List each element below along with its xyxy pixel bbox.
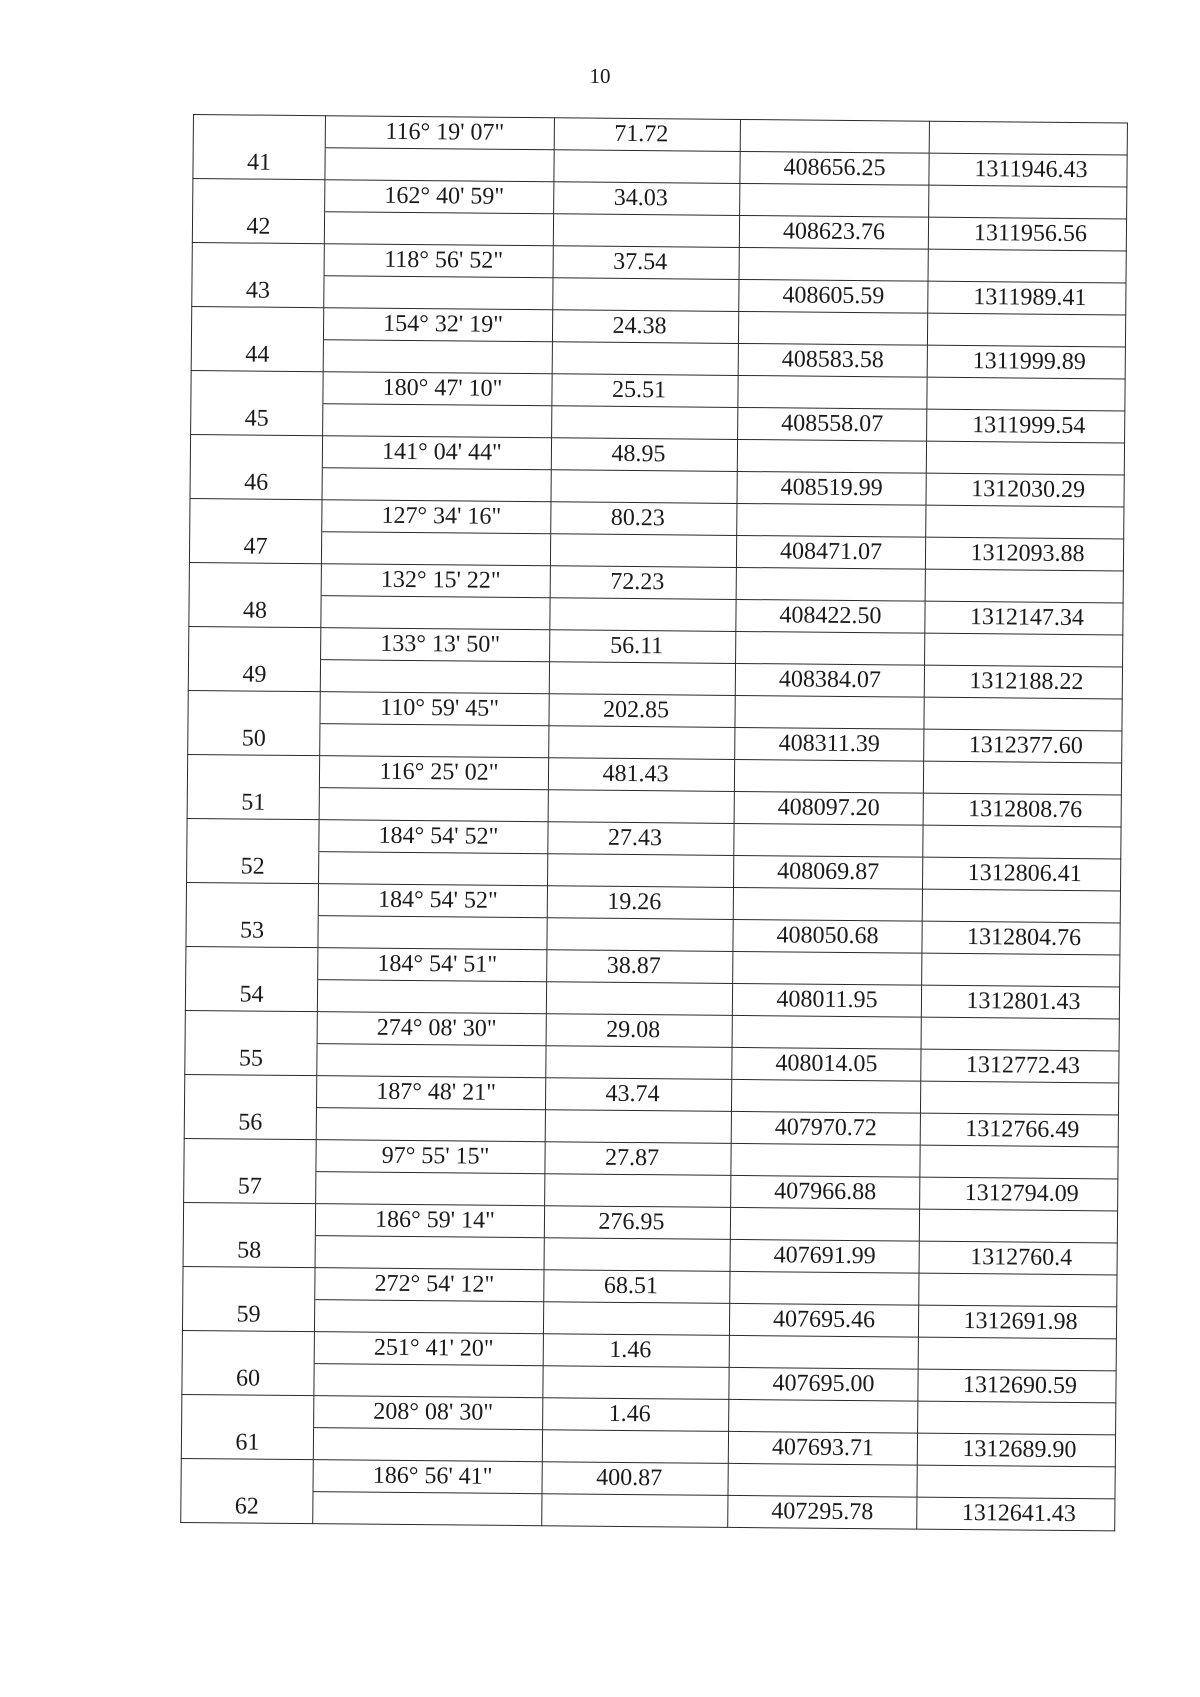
distance-cell: 27.87: [545, 1142, 731, 1176]
easting-cell: 408583.58: [738, 343, 927, 377]
northing-cell: [920, 1145, 1118, 1179]
page-number: 10: [589, 64, 611, 88]
point-number-cell: 53: [186, 914, 318, 947]
bearing-cell: [319, 852, 548, 886]
easting-cell: [739, 247, 928, 281]
bearing-cell: 127° 34' 16": [322, 500, 551, 534]
bearing-cell: 274° 08' 30": [317, 1012, 546, 1046]
distance-cell: 29.08: [546, 1014, 732, 1048]
easting-cell: 407970.72: [731, 1111, 920, 1145]
easting-cell: 408519.99: [737, 471, 926, 505]
distance-cell: 27.43: [548, 822, 734, 856]
northing-cell: [925, 569, 1123, 603]
easting-cell: 407966.88: [731, 1175, 920, 1209]
bearing-cell: [315, 1236, 544, 1270]
distance-cell: 276.95: [544, 1206, 730, 1240]
northing-cell: [927, 313, 1125, 347]
easting-cell: 408384.07: [735, 663, 924, 697]
point-number-cell: [190, 498, 322, 531]
distance-cell: 25.51: [552, 374, 738, 408]
northing-cell: 1312794.09: [920, 1177, 1118, 1211]
bearing-cell: 97° 55' 15": [316, 1140, 545, 1174]
distance-cell: 71.72: [554, 118, 740, 152]
point-number-cell: 58: [183, 1234, 315, 1267]
distance-cell: [552, 406, 738, 440]
easting-cell: 408605.59: [739, 279, 928, 313]
easting-cell: 408656.25: [740, 151, 929, 185]
point-number-cell: [183, 1266, 315, 1299]
distance-cell: [543, 1302, 729, 1336]
distance-cell: 400.87: [542, 1462, 728, 1496]
easting-cell: 408623.76: [739, 215, 928, 249]
bearing-cell: [316, 1172, 545, 1206]
point-number-cell: [181, 1458, 313, 1491]
easting-cell: [740, 183, 929, 217]
northing-cell: [924, 697, 1122, 731]
distance-cell: 19.26: [547, 886, 733, 920]
point-number-cell: [190, 434, 322, 467]
bearing-cell: 180° 47' 10": [323, 372, 552, 406]
northing-cell: [922, 953, 1120, 987]
distance-cell: [546, 1046, 732, 1080]
point-number-cell: 57: [184, 1170, 316, 1203]
easting-cell: 408050.68: [733, 919, 922, 953]
easting-cell: [740, 119, 929, 153]
distance-cell: 1.46: [543, 1334, 729, 1368]
point-number-cell: [184, 1074, 316, 1107]
northing-cell: [927, 377, 1125, 411]
bearing-cell: 184° 54' 51": [318, 948, 547, 982]
distance-cell: [547, 918, 733, 952]
distance-cell: 38.87: [547, 950, 733, 984]
point-number-cell: [191, 306, 323, 339]
easting-cell: [734, 759, 923, 793]
bearing-cell: [317, 1044, 546, 1078]
northing-cell: [929, 185, 1127, 219]
bearing-cell: [317, 980, 546, 1014]
northing-cell: [928, 249, 1126, 283]
northing-cell: 1312093.88: [925, 537, 1123, 571]
bearing-cell: [323, 404, 552, 438]
easting-cell: [729, 1335, 918, 1369]
northing-cell: 1311989.41: [928, 281, 1126, 315]
easting-cell: 408422.50: [736, 599, 925, 633]
easting-cell: [737, 503, 926, 537]
point-number-cell: 56: [184, 1106, 316, 1139]
northing-cell: 1311946.43: [929, 153, 1127, 187]
distance-cell: 202.85: [549, 694, 735, 728]
point-number-cell: 44: [191, 338, 323, 371]
distance-cell: [542, 1430, 728, 1464]
point-number-cell: 55: [185, 1042, 317, 1075]
point-number-cell: 45: [191, 402, 323, 435]
bearing-cell: 186° 59' 14": [315, 1204, 544, 1238]
bearing-cell: 162° 40' 59": [325, 180, 554, 214]
point-number-cell: [188, 690, 320, 723]
point-number-cell: [182, 1330, 314, 1363]
bearing-cell: [320, 660, 549, 694]
bearing-cell: 208° 08' 30": [314, 1396, 543, 1430]
bearing-cell: [321, 596, 550, 630]
northing-cell: [926, 441, 1124, 475]
distance-cell: [548, 790, 734, 824]
distance-cell: 37.54: [553, 246, 739, 280]
easting-cell: [736, 631, 925, 665]
northing-cell: 1312760.4: [919, 1241, 1117, 1275]
distance-cell: 48.95: [551, 438, 737, 472]
easting-cell: [734, 823, 923, 857]
point-number-cell: [183, 1202, 315, 1235]
northing-cell: 1312801.43: [921, 985, 1119, 1019]
northing-cell: [922, 889, 1120, 923]
bearing-cell: 141° 04' 44": [322, 436, 551, 470]
northing-cell: [918, 1401, 1116, 1435]
bearing-cell: [313, 1428, 542, 1462]
point-number-cell: 51: [187, 786, 319, 819]
distance-cell: [544, 1238, 730, 1272]
distance-cell: [549, 726, 735, 760]
easting-cell: [733, 951, 922, 985]
easting-cell: [737, 439, 926, 473]
northing-cell: 1312641.43: [917, 1497, 1115, 1531]
point-number-cell: 49: [188, 658, 320, 691]
point-number-cell: 52: [187, 850, 319, 883]
easting-cell: [728, 1463, 917, 1497]
easting-cell: 407695.00: [729, 1367, 918, 1401]
distance-cell: 43.74: [545, 1078, 731, 1112]
northing-cell: 1312030.29: [926, 473, 1124, 507]
bearing-cell: [325, 148, 554, 182]
bearing-cell: [322, 468, 551, 502]
bearing-cell: [324, 212, 553, 246]
northing-cell: [925, 633, 1123, 667]
northing-cell: 1312808.76: [923, 793, 1121, 827]
distance-cell: 56.11: [550, 630, 736, 664]
northing-cell: [919, 1209, 1117, 1243]
easting-cell: [733, 887, 922, 921]
northing-cell: [929, 121, 1127, 155]
point-number-cell: 48: [189, 594, 321, 627]
point-number-cell: 42: [192, 211, 324, 244]
bearing-cell: [316, 1108, 545, 1142]
bearing-cell: 116° 19' 07": [325, 116, 554, 150]
distance-cell: [553, 278, 739, 312]
northing-cell: 1312188.22: [924, 665, 1122, 699]
coordinate-table-body: [181, 115, 1128, 1531]
easting-cell: 408471.07: [736, 535, 925, 569]
bearing-cell: 116° 25' 02": [319, 756, 548, 790]
easting-cell: 408097.20: [734, 791, 923, 825]
point-number-cell: 60: [182, 1362, 314, 1395]
point-number-cell: [187, 754, 319, 787]
northing-cell: 1311956.56: [928, 217, 1126, 251]
northing-cell: [917, 1465, 1115, 1499]
point-number-cell: 47: [189, 530, 321, 563]
easting-cell: [730, 1271, 919, 1305]
northing-cell: 1311999.89: [927, 345, 1125, 379]
easting-cell: [731, 1079, 920, 1113]
easting-cell: [729, 1399, 918, 1433]
point-number-cell: 59: [182, 1298, 314, 1331]
bearing-cell: 186° 56' 41": [313, 1460, 542, 1494]
bearing-cell: 132° 15' 22": [321, 564, 550, 598]
northing-cell: 1312690.59: [918, 1369, 1116, 1403]
coordinate-table: [180, 114, 1128, 1531]
coordinate-table-container: [180, 114, 1127, 1531]
bearing-cell: [318, 916, 547, 950]
distance-cell: [552, 342, 738, 376]
easting-cell: 407695.46: [729, 1303, 918, 1337]
point-number-cell: [185, 1010, 317, 1043]
bearing-cell: 133° 13' 50": [321, 628, 550, 662]
point-number-cell: 61: [181, 1426, 313, 1459]
easting-cell: 407295.78: [728, 1495, 917, 1529]
point-number-cell: 41: [193, 147, 325, 180]
northing-cell: [920, 1081, 1118, 1115]
bearing-cell: 118° 56' 52": [324, 244, 553, 278]
easting-cell: [731, 1143, 920, 1177]
northing-cell: [923, 825, 1121, 859]
point-number-cell: 54: [185, 978, 317, 1011]
easting-cell: [730, 1207, 919, 1241]
distance-cell: [550, 598, 736, 632]
point-number-cell: 62: [181, 1490, 313, 1523]
point-number-cell: [189, 562, 321, 595]
bearing-cell: 154° 32' 19": [323, 308, 552, 342]
bearing-cell: 184° 54' 52": [319, 820, 548, 854]
northing-cell: [923, 761, 1121, 795]
easting-cell: 408069.87: [734, 855, 923, 889]
distance-cell: [551, 470, 737, 504]
point-number-cell: [193, 179, 325, 212]
northing-cell: 1312806.41: [922, 857, 1120, 891]
distance-cell: [545, 1110, 731, 1144]
distance-cell: 34.03: [554, 182, 740, 216]
distance-cell: 1.46: [543, 1398, 729, 1432]
point-number-cell: [186, 946, 318, 979]
bearing-cell: 184° 54' 52": [318, 884, 547, 918]
easting-cell: [738, 311, 927, 345]
distance-cell: [542, 1494, 728, 1528]
point-number-cell: [193, 115, 325, 148]
easting-cell: [735, 695, 924, 729]
distance-cell: [548, 854, 734, 888]
bearing-cell: [319, 788, 548, 822]
easting-cell: 407691.99: [730, 1239, 919, 1273]
bearing-cell: [314, 1364, 543, 1398]
distance-cell: [545, 1174, 731, 1208]
distance-cell: [543, 1366, 729, 1400]
easting-cell: 408011.95: [732, 983, 921, 1017]
northing-cell: [918, 1337, 1116, 1371]
easting-cell: 408558.07: [738, 407, 927, 441]
northing-cell: [926, 505, 1124, 539]
easting-cell: [738, 375, 927, 409]
northing-cell: 1312689.90: [917, 1433, 1115, 1467]
bearing-cell: [314, 1300, 543, 1334]
distance-cell: 80.23: [551, 502, 737, 536]
northing-cell: 1312772.43: [921, 1049, 1119, 1083]
northing-cell: 1312377.60: [924, 729, 1122, 763]
point-number-cell: [184, 1138, 316, 1171]
northing-cell: 1312766.49: [920, 1113, 1118, 1147]
bearing-cell: [313, 1492, 542, 1526]
distance-cell: 68.51: [544, 1270, 730, 1304]
bearing-cell: 110° 59' 45": [320, 692, 549, 726]
bearing-cell: [321, 532, 550, 566]
distance-cell: 24.38: [552, 310, 738, 344]
easting-cell: [732, 1015, 921, 1049]
bearing-cell: [320, 724, 549, 758]
point-number-cell: [187, 818, 319, 851]
point-number-cell: [191, 370, 323, 403]
bearing-cell: [323, 340, 552, 374]
distance-cell: [554, 150, 740, 184]
northing-cell: [919, 1273, 1117, 1307]
northing-cell: 1312691.98: [918, 1305, 1116, 1339]
easting-cell: 408311.39: [735, 727, 924, 761]
distance-cell: [553, 214, 739, 248]
point-number-cell: 50: [188, 722, 320, 755]
bearing-cell: 251° 41' 20": [314, 1332, 543, 1366]
bearing-cell: 272° 54' 12": [315, 1268, 544, 1302]
northing-cell: 1311999.54: [927, 409, 1125, 443]
northing-cell: 1312147.34: [925, 601, 1123, 635]
point-number-cell: [192, 242, 324, 275]
northing-cell: [921, 1017, 1119, 1051]
bearing-cell: [324, 276, 553, 310]
distance-cell: 481.43: [548, 758, 734, 792]
easting-cell: 407693.71: [728, 1431, 917, 1465]
distance-cell: 72.23: [550, 566, 736, 600]
point-number-cell: 43: [192, 274, 324, 307]
point-number-cell: 46: [190, 466, 322, 499]
easting-cell: [736, 567, 925, 601]
point-number-cell: [186, 882, 318, 915]
distance-cell: [546, 982, 732, 1016]
bearing-cell: 187° 48' 21": [316, 1076, 545, 1110]
northing-cell: 1312804.76: [922, 921, 1120, 955]
distance-cell: [549, 662, 735, 696]
distance-cell: [550, 534, 736, 568]
point-number-cell: [189, 626, 321, 659]
easting-cell: 408014.05: [732, 1047, 921, 1081]
point-number-cell: [182, 1394, 314, 1427]
